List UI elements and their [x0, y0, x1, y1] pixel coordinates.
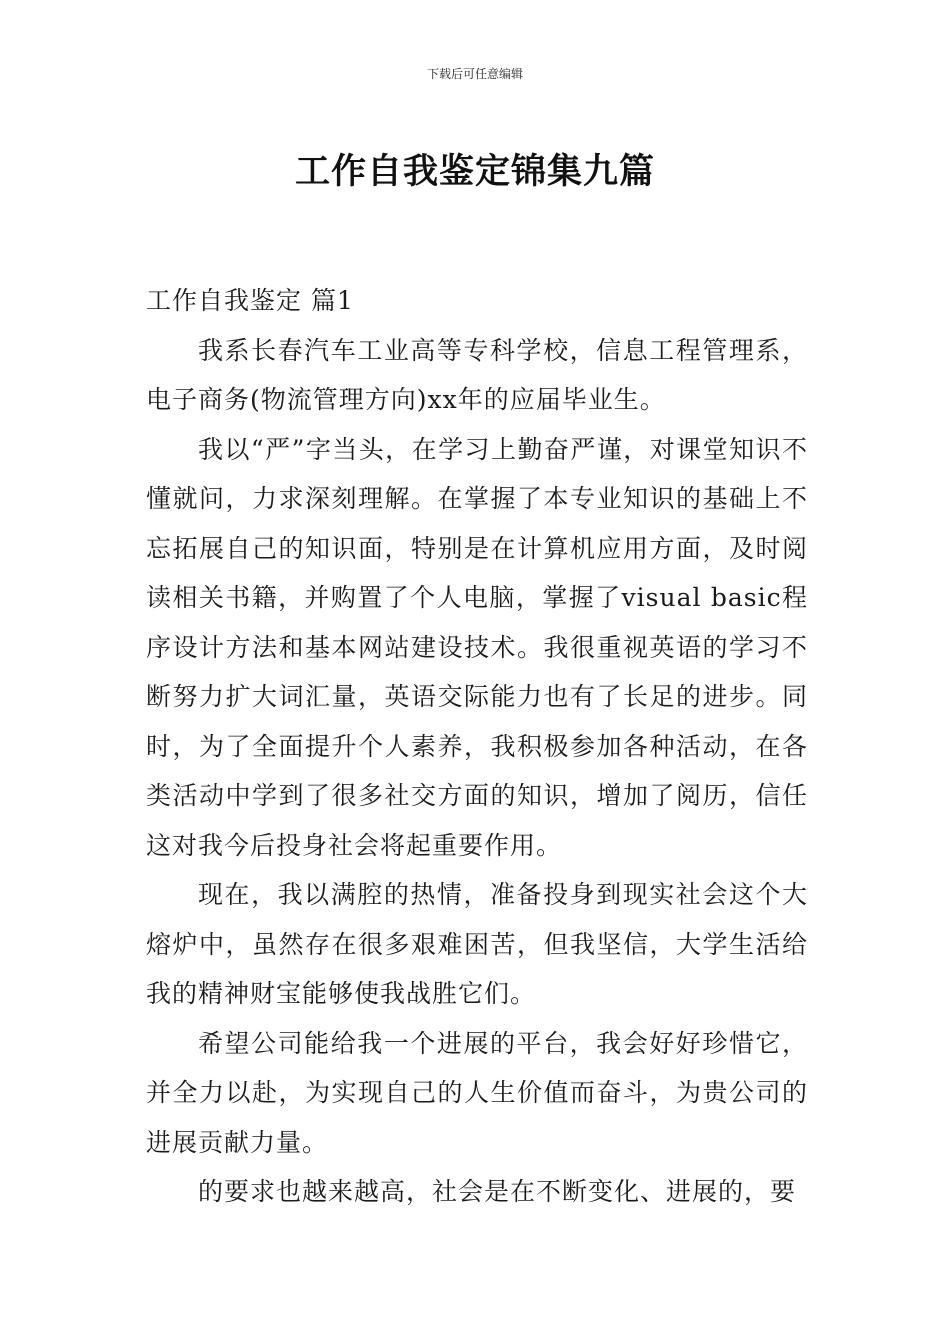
section-heading: 工作自我鉴定 篇1: [146, 286, 354, 315]
paragraph: 我以“严”字当头，在学习上勤奋严谨，对课堂知识不懂就问，力求深刻理解。在掌握了本专业知识的基础上不忘拓展自己的知识面，特别是在计算机应用方面，及时阅读相关书籍，并购置了个人电脑，掌握了visual basic程序设计方法和基本网站建设技术。我很重视英语的学习不断努力扩大词汇量，英语交际能力也有了长足的进步。同时，为了全面提升个人素养，我积极参加各种活动，在各类活动中学到了很多社交方面的知识，增加了阅历，信任这对我今后投身社会将起重要作用。: [146, 434, 808, 860]
paragraph: 我系长春汽车工业高等专科学校，信息工程管理系，电子商务(物流管理方向)xx年的应届毕业生。: [146, 335, 808, 414]
paragraph: 现在，我以满腔的热情，准备投身到现实社会这个大熔炉中，虽然存在很多艰难困苦，但我坚信，大学生活给我的精神财宝能够使我战胜它们。: [146, 880, 808, 1008]
header-note: 下载后可任意编辑: [426, 67, 523, 81]
document-title: 工作自我鉴定锦集九篇: [294, 152, 655, 193]
paragraph: 希望公司能给我一个进展的平台，我会好好珍惜它，并全力以赴，为实现自己的人生价值而奋斗，为贵公司的进展贡献力量。: [146, 1028, 808, 1157]
paragraph: 的要求也越来越高，社会是在不断变化、进展的，要: [198, 1177, 797, 1206]
document-body: [146, 276, 808, 1217]
